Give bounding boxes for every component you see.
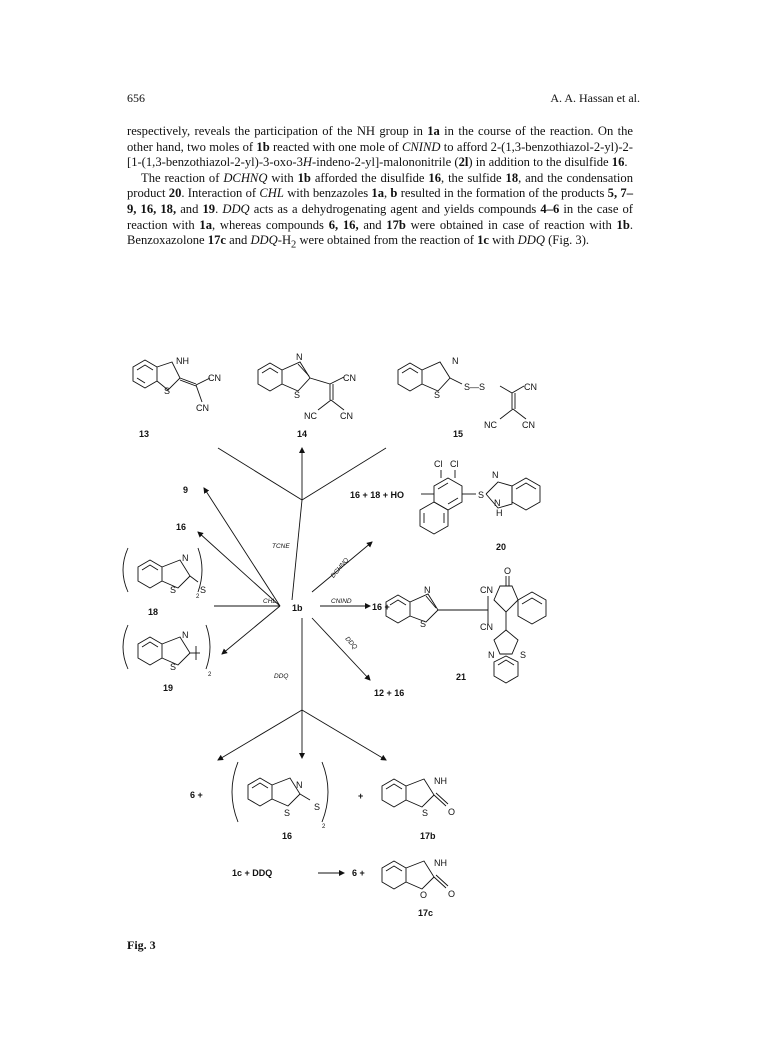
compound-label-21: 21 [456,672,467,682]
reagent-ddq-down: DDQ [274,673,289,680]
atom-s-14: S [294,390,301,400]
center-reactant-1b: 1b [292,603,303,613]
subscript-2-16l: 2 [196,594,200,600]
figure-labels [139,352,537,918]
body-text [127,124,633,253]
compound-label-16: 16 [176,522,187,532]
reaction-1c-ddq: 1c + DDQ [232,868,273,878]
subscript-2-19: 2 [208,672,212,678]
atom-cn-21b: CN [480,622,493,632]
reagent-ddq-right: DDQ [343,635,359,651]
compound-label-16-bottom: 16 [282,831,293,841]
reagent-chl: CHL [263,598,277,605]
atom-nc-14: NC [304,411,317,421]
compound-label-14: 14 [297,429,308,439]
mixture-16-18-ho: 16 + 18 + HO [350,490,405,500]
atom-s2-16b: S [314,802,321,812]
atom-o-17b: O [448,807,456,817]
atom-cn-13b: CN [196,403,209,413]
structure-16-left [123,548,202,592]
compound-label-18: 18 [148,607,159,617]
structure-20 [420,470,540,534]
compound-label-17b: 17b [420,831,436,841]
atom-s-15: S [434,390,441,400]
compound-label-17c: 17c [418,908,434,918]
structure-19 [123,625,210,669]
compound-label-9: 9 [183,485,189,495]
atom-s-20: S [478,490,485,500]
reagent-dchnq: DCHNQ [329,556,351,580]
atom-s-16b: S [284,808,291,818]
atom-n-21: N [424,585,431,595]
structure-14 [258,362,344,410]
atom-n-14: N [296,352,303,362]
atom-s2-21: S [520,650,527,660]
atom-n2-20: N [494,498,501,508]
atom-n-20: N [492,470,499,480]
atom-cn-15b: CN [522,420,535,430]
structure-16-bottom [232,762,328,822]
atom-s-21: S [420,619,427,629]
atom-s-16l: S [170,585,177,595]
atom-n-19: N [182,630,189,640]
reaction-arrows [198,448,386,873]
atom-s-13: S [164,386,171,396]
atom-h-20: H [496,508,503,518]
atom-cl-a: Cl [434,459,443,469]
atom-n2-21: N [488,650,495,660]
atom-o-17c: O [448,889,456,899]
subscript-2-16b: 2 [322,824,326,830]
product-6-plus: 6 + [190,790,203,800]
plus-sign: + [358,791,364,801]
product-6-plus-b: 6 + [352,868,365,878]
atom-o-21: O [504,566,512,576]
product-16-plus: 16 + [372,602,390,612]
atom-cn-15a: CN [524,382,537,392]
atom-cn-14a: CN [343,373,356,383]
structure-13 [133,360,210,402]
compound-label-20: 20 [496,542,507,552]
atom-nc-15: NC [484,420,497,430]
atom-o-17c-ring: O [420,890,428,900]
page-number: 656 [127,91,145,105]
atom-nh-17c: NH [434,858,447,868]
reagent-cnind: CNIND [331,598,352,605]
atom-s-19: S [170,662,177,672]
reagent-tcne: TCNE [272,543,290,550]
atom-cl-b: Cl [450,459,459,469]
compound-label-19: 19 [163,683,174,693]
structure-15 [398,362,526,419]
structure-21 [386,576,546,683]
atom-s2-16l: S [200,585,207,595]
atom-cn-13a: CN [208,373,221,383]
paragraph-1: respectively, reveals the participation of the NH group in 1a in the course of the reaction. On the other hand, two moles of 1b reacted with one mole of CNIND to afford 2-(1,3-benzothiazol-2-yl)-2-[1-(1,3-benzothiazol-2-yl)-3-oxo-3H-indeno-2-yl]-malononitrile (2l) in addition to the disulfide 16. [127,124,634,170]
atom-n-15: N [452,356,459,366]
running-header-authors: A. A. Hassan et al. [550,91,640,105]
atom-ss-15: S—S [464,382,486,392]
compound-label-15: 15 [453,429,464,439]
atom-nh-17b: NH [434,776,447,786]
product-12-16: 12 + 16 [374,688,405,698]
atom-cn-21a: CN [480,585,493,595]
figure-caption: Fig. 3 [127,938,156,952]
atom-cn-14b: CN [340,411,353,421]
compound-label-13: 13 [139,429,150,439]
paragraph-2: The reaction of DCHNQ with 1b afforded the disulfide 16, the sulfide 18, and the condensation product 20. Interaction of CHL with benzazoles 1a, b resulted in the formation of the products 5, 7–9, 16, 18, and 19. DDQ acts as a dehydrogenating agent and yields compounds 4–6 in the case of reaction with 1a, whereas compounds 6, 16, and 17b were obtained in case of reaction with 1b. Benzoxazolone 17c and DDQ-$H_2$ were obtained from the reaction of 1c with DDQ (Fig. 3). [127,170,634,251]
reaction-scheme-figure [0,300,757,930]
atom-s-17b: S [422,808,429,818]
atom-n-16b: N [296,780,303,790]
atom-nh-13: NH [176,356,189,366]
atom-n-16l: N [182,553,189,563]
